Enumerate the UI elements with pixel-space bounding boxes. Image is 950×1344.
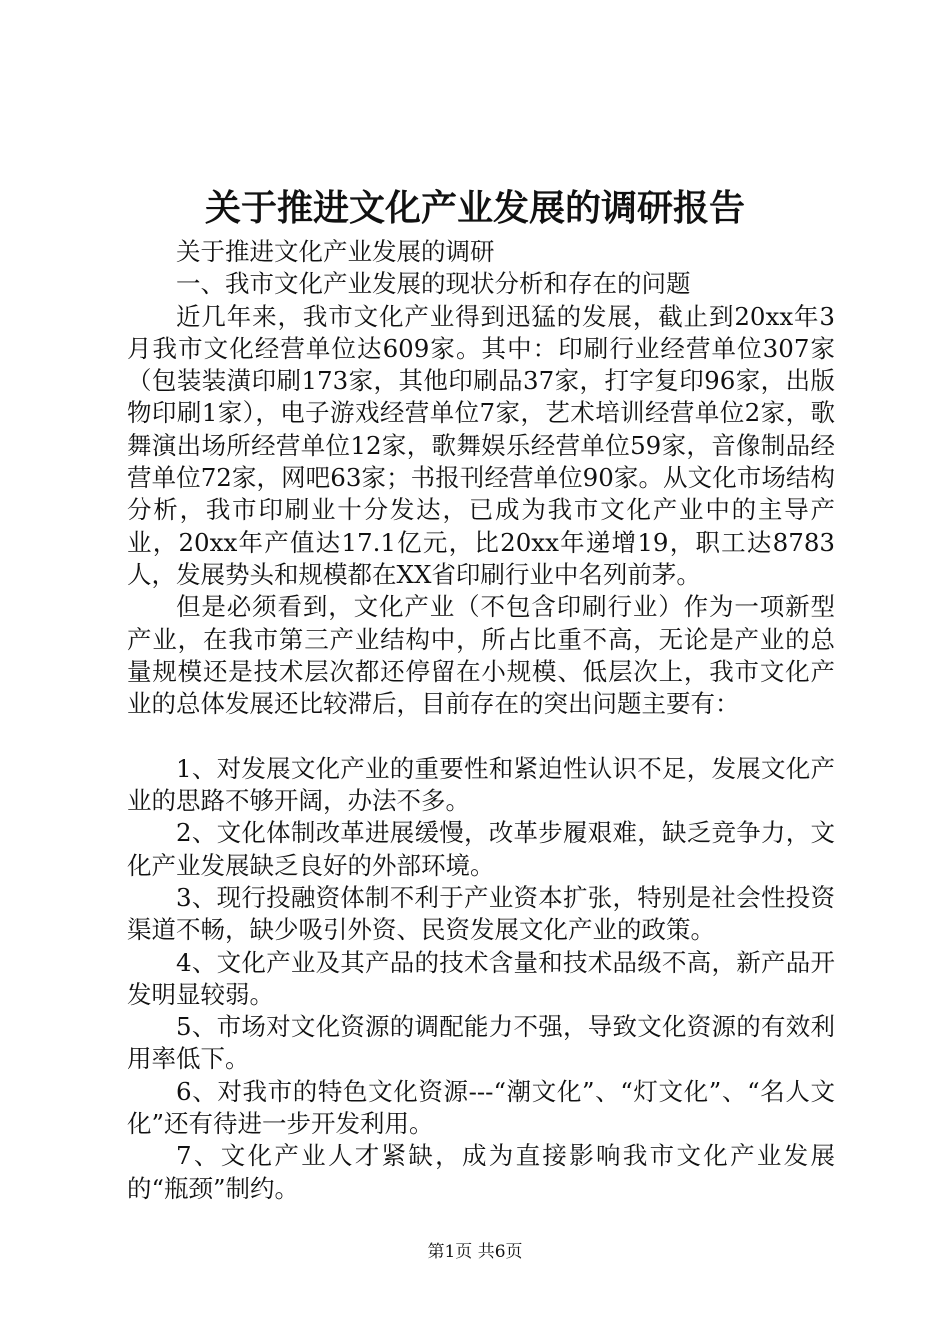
problem-item-4: 4、文化产业及其产品的技术含量和技术品级不高，新产品开发明显较弱。 bbox=[127, 947, 835, 1009]
page-number-footer: 第1页 共6页 bbox=[427, 1242, 523, 1262]
problem-item-5: 5、市场对文化资源的调配能力不强，导致文化资源的有效利用率低下。 bbox=[127, 1012, 835, 1074]
problem-item-3: 3、现行投融资体制不利于产业资本扩张，特别是社会性投资渠道不畅，缺少吸引外资、民资发展文化产业的政策。 bbox=[127, 882, 835, 945]
paragraph-problems-intro: 但是必须看到，文化产业（不包含印刷行业）作为一项新型产业，在我市第三产业结构中，所占比重不高，无论是产业的总量规模还是技术层次都还停留在小规模、低层次上，我市文化产业的总体发展还比较滞后，目前存在的突出问题主要有： bbox=[127, 592, 835, 719]
problem-item-1: 1、对发展文化产业的重要性和紧迫性认识不足，发展文化产业的思路不够开阔，办法不多。 bbox=[127, 753, 835, 816]
paragraph-status: 近几年来，我市文化产业得到迅猛的发展，截止到20xx年3月我市文化经营单位达609家。其中：印刷行业经营单位307家（包装装潢印刷173家，其他印刷品37家，打字复印96家，出版物印刷1家），电子游戏经营单位7家，艺术培训经营单位2家，歌舞演出场所经营单位12家，歌舞娱乐经营单位59家，音像制品经营单位72家，网吧63家；书报刊经营单位90家。从文化市场结构分析，我市印刷业十分发达，已成为我市文化产业中的主导产业，20xx年产值达17.1亿元，比20xx年递增19，职工达8783人，发展势头和规模都在XX省印刷行业中名列前茅。 bbox=[127, 301, 835, 589]
problem-item-7: 7、文化产业人才紧缺，成为直接影响我市文化产业发展的“瓶颈”制约。 bbox=[127, 1141, 835, 1203]
problem-item-6: 6、对我市的特色文化资源---“潮文化”、“灯文化”、“名人文化”还有待进一步开发利用。 bbox=[127, 1076, 835, 1139]
document-title: 关于推进文化产业发展的调研报告 bbox=[204, 187, 745, 229]
section-heading: 一、我市文化产业发展的现状分析和存在的问题 bbox=[176, 269, 691, 299]
subtitle-line: 关于推进文化产业发展的调研 bbox=[176, 237, 495, 266]
problem-item-2: 2、文化体制改革进展缓慢，改革步履艰难，缺乏竞争力，文化产业发展缺乏良好的外部环境。 bbox=[127, 818, 835, 880]
document-body bbox=[127, 236, 835, 1205]
